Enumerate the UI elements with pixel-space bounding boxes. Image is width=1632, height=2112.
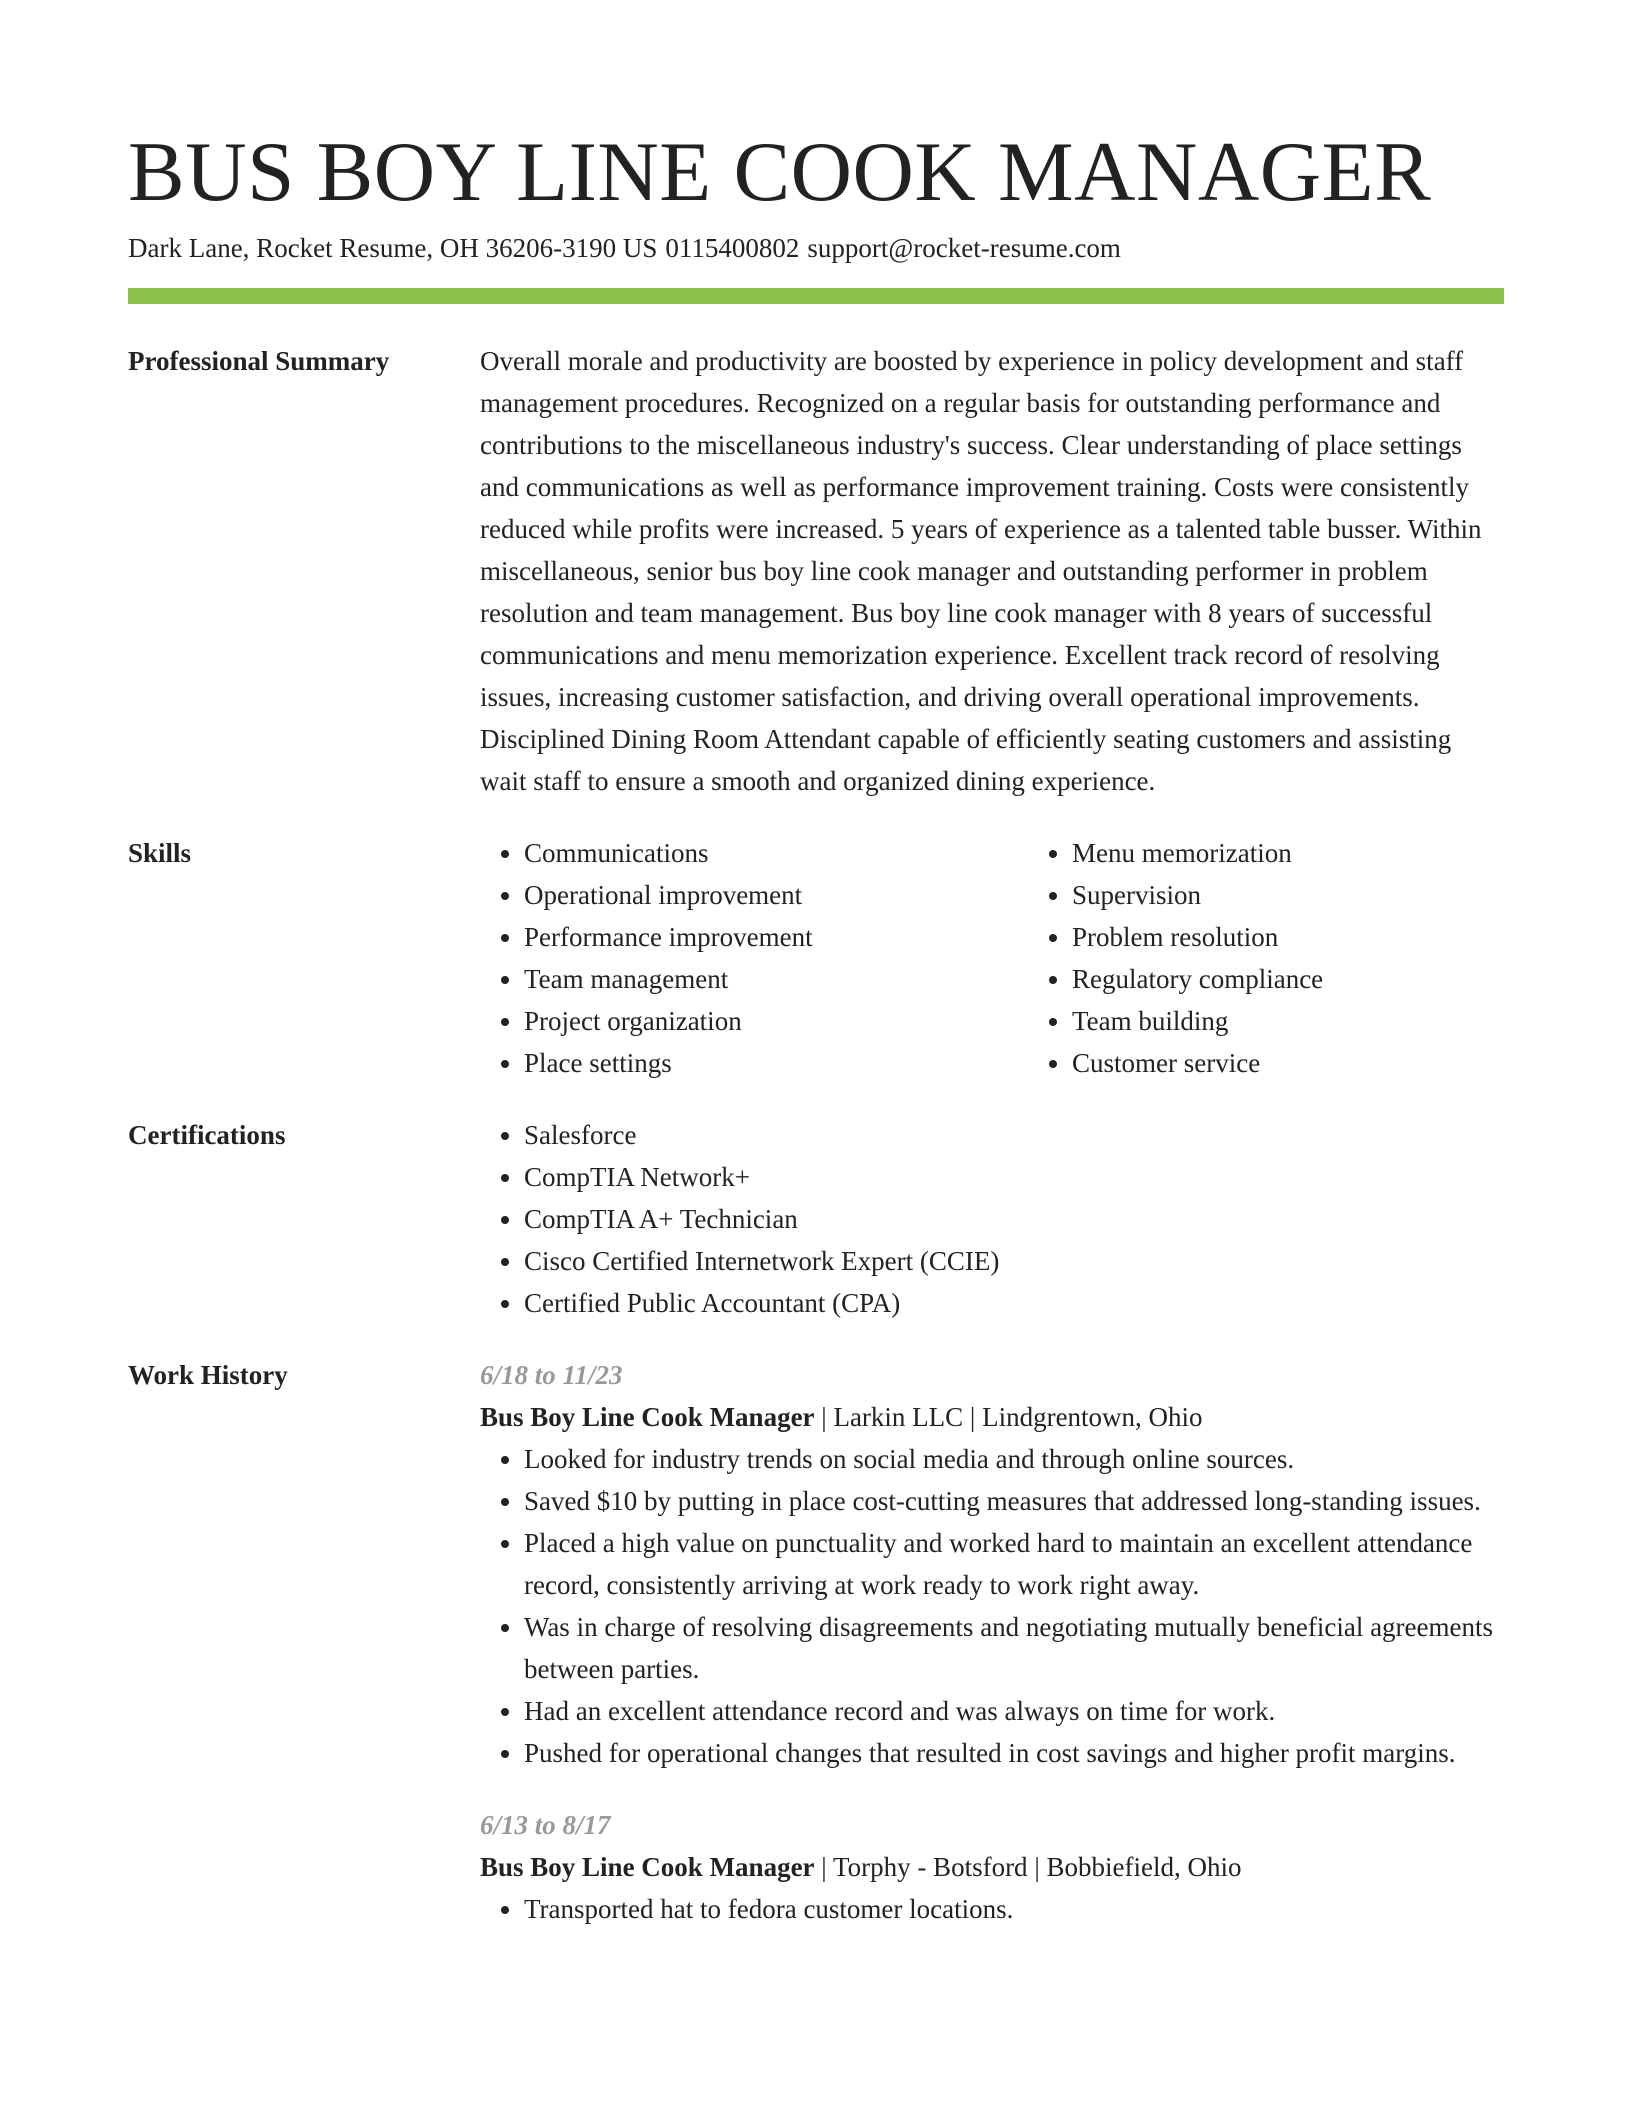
job-bullet: • Transported hat to fedora customer locations. xyxy=(524,1888,1504,1930)
certification-item: • CompTIA Network+ xyxy=(524,1156,1504,1198)
address: Dark Lane, Rocket Resume, OH 36206-3190 US xyxy=(128,233,658,263)
job-bullets xyxy=(480,1438,1504,1774)
section-title-work-history: Work History xyxy=(128,1360,288,1390)
job-entry xyxy=(480,1804,1504,1930)
skill-item: • Supervision xyxy=(1072,874,1576,916)
resume-page xyxy=(128,122,1504,1930)
job-title: Bus Boy Line Cook Manager xyxy=(480,1852,815,1882)
job-title: Bus Boy Line Cook Manager xyxy=(480,1402,815,1432)
job-heading: Bus Boy Line Cook Manager | Larkin LLC | Lindgrentown, Ohio xyxy=(480,1402,1203,1432)
skill-item: • Performance improvement xyxy=(524,916,1028,958)
work-history-section xyxy=(128,1354,1504,1930)
skills-list-right xyxy=(1028,832,1576,1084)
certification-item: • Certified Public Accountant (CPA) xyxy=(524,1282,1504,1324)
certification-item: • Salesforce xyxy=(524,1114,1504,1156)
certification-item: • CompTIA A+ Technician xyxy=(524,1198,1504,1240)
skill-item: • Operational improvement xyxy=(524,874,1028,916)
email: support@rocket-resume.com xyxy=(807,233,1121,263)
job-company: Torphy - Botsford xyxy=(832,1852,1028,1882)
section-title-summary: Professional Summary xyxy=(128,346,390,376)
job-bullet: • Pushed for operational changes that resulted in cost savings and higher profit margins. xyxy=(524,1732,1504,1774)
job-dates: 6/18 to 11/23 xyxy=(480,1360,623,1390)
skill-item: • Problem resolution xyxy=(1072,916,1576,958)
skill-item: • Place settings xyxy=(524,1042,1028,1084)
skills-list-left xyxy=(480,832,1028,1084)
certification-item: • Cisco Certified Internetwork Expert (CCIE) xyxy=(524,1240,1504,1282)
job-heading: Bus Boy Line Cook Manager | Torphy - Botsford | Bobbiefield, Ohio xyxy=(480,1852,1242,1882)
phone: 0115400802 xyxy=(665,233,800,263)
contact-line xyxy=(128,230,1504,266)
accent-divider xyxy=(128,288,1504,304)
certifications-section xyxy=(128,1114,1504,1324)
job-dates: 6/13 to 8/17 xyxy=(480,1810,611,1840)
job-bullet: • Saved $10 by putting in place cost-cutting measures that addressed long-standing issues. xyxy=(524,1480,1504,1522)
section-title-skills: Skills xyxy=(128,838,192,868)
candidate-name: BUS BOY LINE COOK MANAGER xyxy=(128,125,1432,219)
section-title-certifications: Certifications xyxy=(128,1120,286,1150)
job-bullet: • Looked for industry trends on social media and through online sources. xyxy=(524,1438,1504,1480)
job-entry xyxy=(480,1354,1504,1774)
certifications-list xyxy=(480,1114,1504,1324)
job-company: Larkin LLC xyxy=(833,1402,964,1432)
job-location: Bobbiefield, Ohio xyxy=(1046,1852,1242,1882)
summary-section xyxy=(128,340,1504,802)
job-bullet: • Placed a high value on punctuality and worked hard to maintain an excellent attendance record, consistently arriving at work ready to work right away. xyxy=(524,1522,1504,1606)
skill-item: • Project organization xyxy=(524,1000,1028,1042)
skill-item: • Customer service xyxy=(1072,1042,1576,1084)
skill-item: • Team building xyxy=(1072,1000,1576,1042)
job-bullets xyxy=(480,1888,1504,1930)
job-location: Lindgrentown, Ohio xyxy=(982,1402,1203,1432)
skills-section xyxy=(128,832,1504,1084)
skill-item: • Communications xyxy=(524,832,1028,874)
skill-item: • Menu memorization xyxy=(1072,832,1576,874)
skill-item: • Regulatory compliance xyxy=(1072,958,1576,1000)
skill-item: • Team management xyxy=(524,958,1028,1000)
job-bullet: • Had an excellent attendance record and was always on time for work. xyxy=(524,1690,1504,1732)
summary-text: Overall morale and productivity are boosted by experience in policy development and staff management procedures. Recognized on a regular basis for outstanding performance and contributions to the miscellaneous industry's success. Clear understanding of place settings and communications as well as performance improvement training. Costs were consistently reduced while profits were increased. 5 years of experience as a talented table busser. Within miscellaneous, senior bus boy line cook manager and outstanding performer in problem resolution and team management. Bus boy line cook manager with 8 years of successful communications and menu memorization experience. Excellent track record of resolving issues, increasing customer satisfaction, and driving overall operational improvements. Disciplined Dining Room Attendant capable of efficiently seating customers and assisting wait staff to ensure a smooth and organized dining experience. xyxy=(480,346,1482,796)
job-bullet: • Was in charge of resolving disagreements and negotiating mutually beneficial agreements between parties. xyxy=(524,1606,1504,1690)
